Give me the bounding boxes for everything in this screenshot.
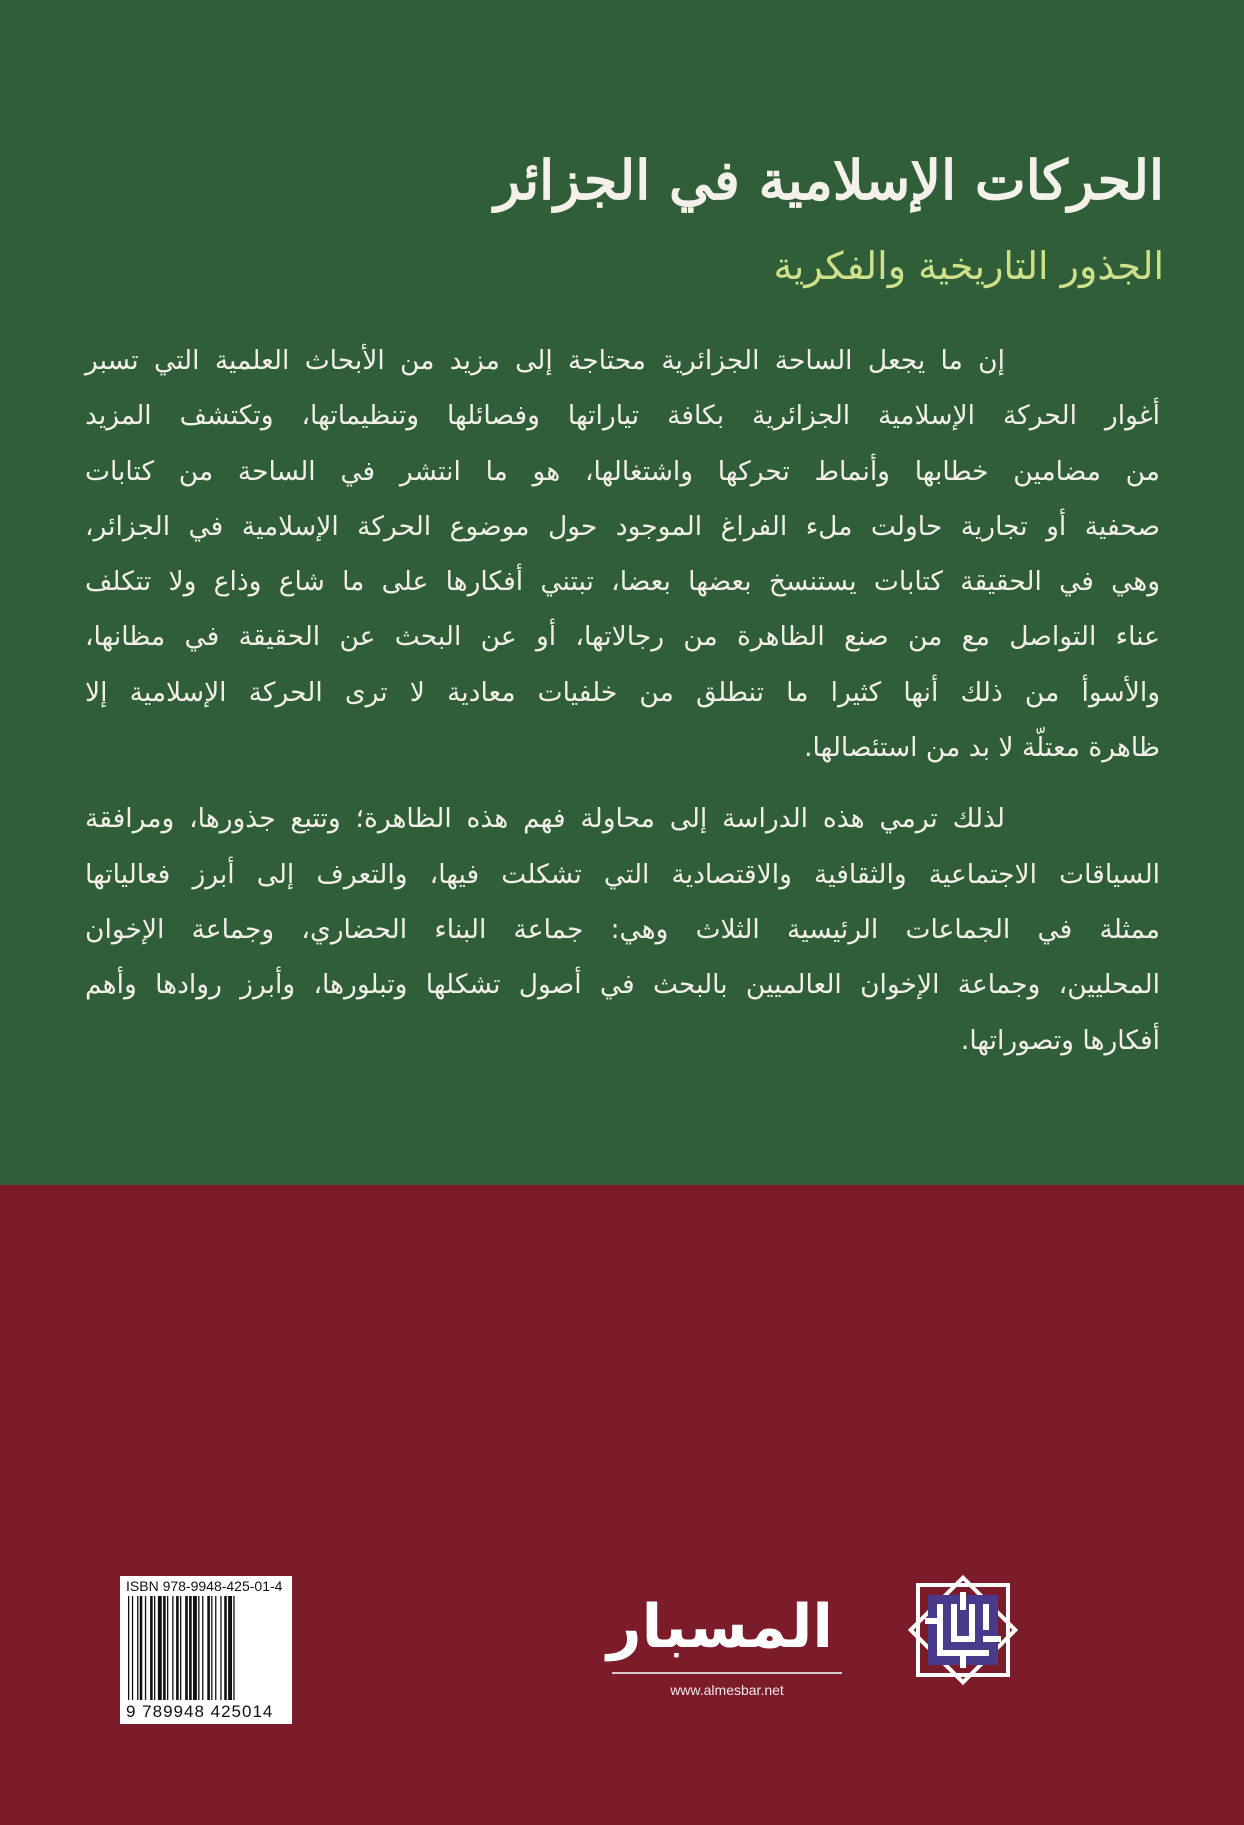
- blurb-line: والأسوأ من ذلك أنها كثيرا ما تنطلق من خلفيات معادية لا ترى الحركة الإسلامية إلا: [85, 676, 1160, 708]
- isbn-label: ISBN 978-9948-425-01-4: [126, 1578, 283, 1594]
- blurb-line: لذلك ترمي هذه الدراسة إلى محاولة فهم هذه الظاهرة؛ وتتبع جذورها، ومرافقة: [85, 803, 1005, 835]
- blurb-line: أغوار الحركة الإسلامية الجزائرية بكافة تياراتها وفصائلها وتنظيماتها، وتكتشف المزيد: [85, 400, 1160, 432]
- blurb-line: عناء التواصل مع من صنع الظاهرة من رجالاتها، أو عن البحث عن الحقيقة في مظانها،: [85, 621, 1160, 653]
- barcode-number: 9 789948 425014: [126, 1702, 274, 1721]
- book-title: الحركات الإسلامية في الجزائر: [494, 148, 1164, 212]
- blurb-line: وهي في الحقيقة كتابات يستنسخ بعضها بعضا، تبتني أفكارها على ما شاع وذاع ولا تتكلف: [85, 566, 1160, 598]
- isbn-barcode: [120, 1576, 292, 1724]
- book-subtitle: الجذور التاريخية والفكرية: [773, 244, 1164, 288]
- blurb-line: ظاهرة معتلّة لا بد من استئصالها.: [804, 732, 1160, 764]
- red-bottom-panel: [0, 1185, 1244, 1825]
- blurb-line: أفكارها وتصوراتها.: [960, 1024, 1160, 1056]
- blurb-line: إن ما يجعل الساحة الجزائرية محتاجة إلى مزيد من الأبحاث العلمية التي تسبر: [85, 345, 1005, 376]
- blurb-paragraph-1: [85, 333, 1160, 775]
- publisher-name: المسبار: [607, 1592, 833, 1662]
- logo-divider: [612, 1672, 842, 1674]
- almesbar-logo-icon: [888, 1555, 1038, 1705]
- barcode-bars: [126, 1596, 286, 1700]
- blurb: [85, 333, 1160, 1068]
- blurb-line: السياقات الاجتماعية والثقافية والاقتصادية التي تشكلت فيها، والتعرف إلى أبرز فعالياتها: [85, 858, 1160, 890]
- blurb-line: من مضامين خطابها وأنماط تحركها واشتغالها، هو ما انتشر في الساحة من كتابات: [85, 455, 1160, 487]
- blurb-paragraph-2: [85, 791, 1160, 1067]
- blurb-line: المحليين، وجماعة الإخوان العالميين بالبحث في أصول تشكلها وتبلورها، وأبرز روادها وأهم: [85, 969, 1160, 1001]
- publisher-url: www.almesbar.net: [670, 1682, 784, 1698]
- blurb-line: ممثلة في الجماعات الرئيسية الثلاث وهي: جماعة البناء الحضاري، وجماعة الإخوان: [85, 913, 1160, 945]
- blurb-line: صحفية أو تجارية حاولت ملء الفراغ الموجود حول موضوع الحركة الإسلامية في الجزائر،: [85, 510, 1160, 542]
